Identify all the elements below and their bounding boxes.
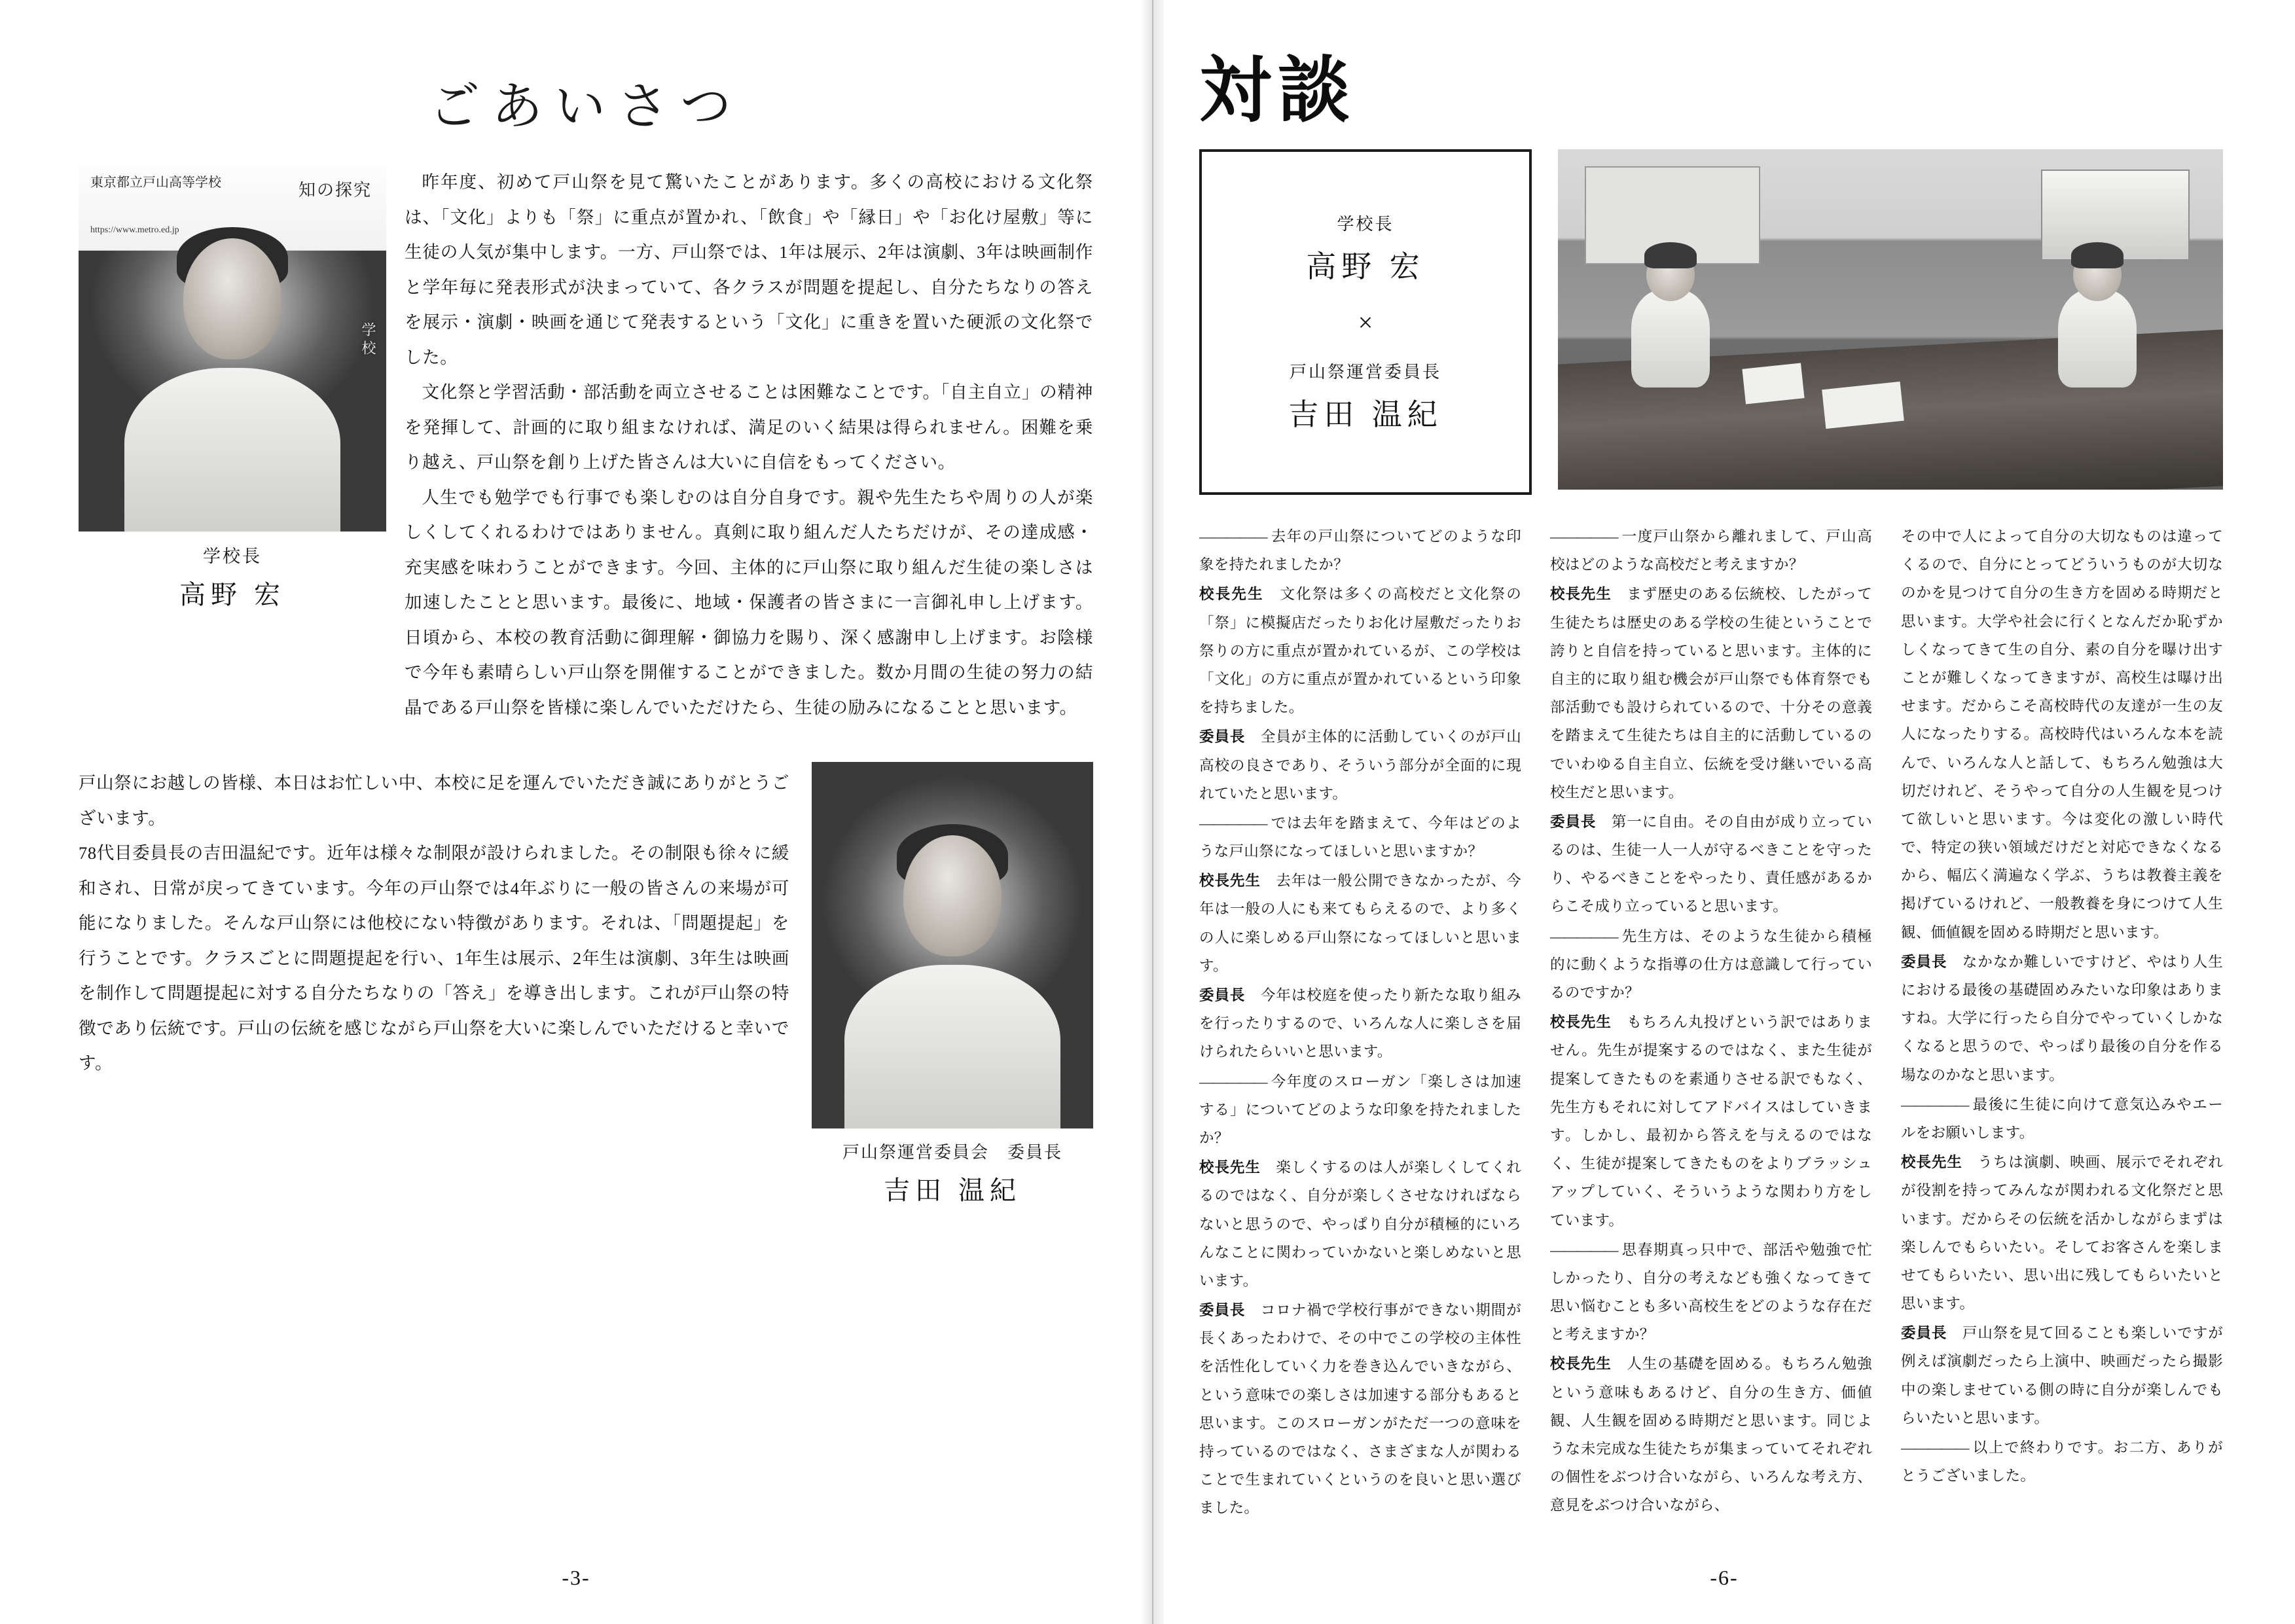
student-photo [812,762,1093,1128]
photo-side-text: 学校 [360,322,376,359]
portrait-body [844,965,1060,1128]
speaker-label: 校長先生 [1550,1356,1612,1373]
qa-block [1550,1236,1872,1349]
principal-paragraph-2: 文化祭と学習活動・部活動を両立させることは困難なことです。「自主自立」の精神を発揮して、計画的に取り組まなければ、満足のいく結果は得られません。困難を乗り越え、戸山祭を創り上げた皆さんは大いに自信をもってください。 [405,382,1093,473]
participants-box [1199,149,1532,495]
answer-text: 文化祭は多くの高校だと文化祭の「祭」に模擬店だったりお化け屋敷だったりお祭りの方に重点が置かれているが、この学校は「文化」の方に重点が置かれているという印象を持ちました。 [1199,586,1521,716]
page-number-right: -6- [1710,1566,1739,1589]
qa-block [1550,922,1872,1007]
interview-columns [1199,522,2223,1524]
qa-block [1550,808,1872,921]
page-title-greeting: ごあいさつ [428,77,743,136]
student-paragraph-2: 78代目委員長の吉田温紀です。近年は様々な制限が設けられました。その制限も徐々に緩和され、日常が戻ってきています。今年の戸山祭では4年ぶりに一般の皆さんの来場が可能になりました。そんな戸山祭には他校にない特徴があります。それは、「問題提起」を行うことです。クラスごとに問題提起を行い、1年生は展示、2年生は演劇、3年生は映画を制作して問題提起に対する自分たちなりの「答え」を導き出します。これが戸山祭の特徴であり伝統です。戸山の伝統を感じながら戸山祭を大いに楽しんでいただけると幸いです。 [79,843,789,1074]
speaker-label: 校長先生 [1199,1159,1261,1176]
principal-paragraph-3: 人生でも勉学でも行事でも楽しむのは自分自身です。親や先生たちや周りの人が楽しくしてくれるわけではありません。真剣に取り組んだ人たちだけが、その達成感・充実感を味わうことができます。今回、主体的に戸山祭に取り組んだ生徒の楽しさは加速したことと思います。最後に、地域・保護者の皆さまに一言御礼申し上げます。日頃から、本校の教育活動に御理解・御協力を賜り、深く感謝申し上げます。お陰様で今年も素晴らしい戸山祭を開催することができました。数か月間の生徒の努力の結晶である戸山祭を皆様に楽しんでいただけたら、生徒の励みになることと思います。 [405,487,1093,717]
answer-text: その中で人によって自分の大切なものは違ってくるので、自分にとってどういうものが大切なのかを見つけて自分の生き方を固める時期だと思います。大学や社会に行くとなんだか恥ずかしくなってきて生の自分、素の自分を曝け出すことが難しくなってきますが、高校生は曝け出せます。だからこそ高校時代の友達が一生の友人になったりする。高校時代はいろんな本を読んで、いろんな人と話して、もちろん勉強は大切だけれど、そうやって自分の人生観を見つけて欲しいと思います。今は変化の激しい時代で、特定の狭い領域だけだと対応できなくなるから、幅広く満遍なく学ぶ、うちは教養主義を掲げているけれど、一般教養を身につけて人生観、価値観を固める時期だと思います。 [1901,528,2223,941]
speaker-label: 委員長 [1199,987,1246,1003]
student-section [79,762,1093,1207]
speaker-label: 校長先生 [1199,873,1261,890]
interview-column-2 [1550,522,1872,1524]
speaker-label: 校長先生 [1199,586,1264,603]
speaker-label: 委員長 [1901,953,1947,970]
dash-marker: ――――― [1199,814,1267,831]
question-text: 今年度のスローガン「楽しさは加速する」についてどのような印象を持たれましたか？ [1199,1073,1521,1146]
answer-text: 人生の基礎を固める。もちろん勉強という意味もあるけど、自分の生き方、価値観、人生観を固める時期だと思います。同じような未完成な生徒たちが集まっていてそれぞれの個性をぶつけ合いながら、いろんな考え方、意見をぶつけ合いながら、 [1550,1356,1872,1514]
qa-block [1199,809,1521,865]
question-text: 一度戸山祭から離れまして、戸山高校はどのような高校だと考えますか？ [1550,528,1872,573]
page-number-left: -3- [562,1566,590,1589]
school-name-label: 東京都立戸山高等学校 [90,175,221,190]
page-title-talk: 対談 [1199,48,1356,132]
principal-paragraph-1: 昨年度、初めて戸山祭を見て驚いたことがあります。多くの高校における文化祭は、「文化」よりも「祭」に重点が置かれ、「飲食」や「縁日」や「お化け屋敷」等に生徒の人気が集中します。一方、戸山祭では、1年は展示、2年は演劇、3年は映画制作と学年毎に発表形式が決まっていて、各クラスが問題を提起し、自分たちなりの答えを展示・演劇・映画を通じて発表するという「文化」に重きを置いた硬派の文化祭でした。 [405,172,1093,367]
qa-block [1199,723,1521,808]
student-photo-column [812,762,1093,1207]
interview-column-1 [1199,522,1521,1524]
qa-block [1199,522,1521,579]
dash-marker: ――――― [1199,528,1267,545]
speaker-label: 委員長 [1550,813,1597,830]
speaker-label: 委員長 [1901,1325,1947,1342]
speaker-label: 委員長 [1199,1302,1246,1319]
dash-marker: ――――― [1550,928,1617,945]
question-text: 先生方は、そのような生徒から積極的に動くような指導の仕方は意識して行っているのですか？ [1550,928,1872,1001]
photo-person-principal [1631,289,1710,388]
qa-block [1550,1008,1872,1235]
answer-text: 全員が主体的に活動していくのが戸山高校の良さであり、そういう部分が全面的に現れていたと思います。 [1199,729,1521,802]
participant-2-name: 吉田 温紀 [1288,397,1443,431]
photo-paper-1 [1743,363,1805,404]
speaker-label: 校長先生 [1550,586,1612,603]
qa-block [1901,522,2223,947]
dash-marker: ――――― [1199,1073,1267,1090]
qa-block [1901,1091,2223,1147]
answer-text: 今年は校庭を使ったり新たな取り組みを行ったりするので、いろんな人に楽しさを届けられたらいいと思います。 [1199,987,1521,1060]
answer-text: なかなか難しいですけど、やはり人生における最後の基礎固めみたいな印象はありますね。大学に行ったら自分でやっていくしかなくなると思うので、やっぱり最後の自分を作る場なのかなと思います。 [1901,953,2223,1083]
qa-block [1199,580,1521,721]
answer-text: 第一に自由。その自由が成り立っているのは、生徒一人一人が守るべきことを守ったり、やるべきことをやったり、責任感があるからこそ成り立っていると思います。 [1550,813,1872,915]
principal-message [405,165,1093,725]
question-text: 以上で終わりです。お二方、ありがとうございました。 [1901,1439,2223,1485]
qa-block [1901,948,2223,1089]
qa-block [1199,1153,1521,1295]
dash-marker: ――――― [1901,1096,1968,1113]
portrait-body [124,368,340,532]
qa-block [1550,522,1872,579]
qa-block [1901,1148,2223,1318]
question-text: 最後に生徒に向けて意気込みやエールをお願いします。 [1901,1096,2223,1141]
qa-block [1199,1296,1521,1523]
portrait-head [903,835,1002,956]
participant-1-name: 高野 宏 [1306,249,1425,283]
qa-block [1550,580,1872,806]
student-message [79,762,789,1081]
answer-text: 去年は一般公開できなかったが、今年は一般の人にも来てもらえるので、より多くの人に楽しめる戸山祭になってほしいと思います。 [1199,873,1521,974]
question-text: では去年を踏まえて、今年はどのような戸山祭になってほしいと思いますか？ [1199,814,1521,860]
question-text: 思春期真っ只中で、部活や勉強で忙しかったり、自分の考えなども強くなってきて思い悩むことも多い高校生をどのような存在だと考えますか？ [1550,1241,1872,1343]
principal-role: 学校長 [203,547,262,566]
speaker-label: 委員長 [1199,729,1246,746]
right-page [1152,0,2295,1624]
portrait-head [183,238,281,359]
student-paragraph-1: 戸山祭にお越しの皆様、本日はお忙しい中、本校に足を運んでいただき誠にありがとうございます。 [79,773,789,828]
interview-photo [1558,149,2223,490]
principal-section [79,165,1093,725]
answer-text: まず歴史のある伝統校、したがって生徒たちは歴史のある学校の生徒ということで誇りと自信を持っていると思います。主体的に自主的に取り組む機会が戸山祭でも体育祭でも部活動でも設けられているので、十分その意義を踏まえて生徒たちは自主的に活動しているのでいわゆる自主自立、伝統を受け継いでいる高校生だと思います。 [1550,586,1872,801]
participant-1-role: 学校長 [1337,214,1394,234]
speaker-label: 校長先生 [1550,1014,1612,1031]
photo-person-student [2058,289,2137,388]
school-url-label: https://www.metro.ed.jp [90,225,179,235]
student-role: 戸山祭運営委員会 委員長 [842,1143,1062,1163]
participant-2-role: 戸山祭運営委員長 [1289,362,1441,382]
qa-block [1199,1068,1521,1153]
interview-column-3 [1901,522,2223,1524]
question-text: 去年の戸山祭についてどのような印象を持たれましたか？ [1199,528,1521,573]
answer-text: もちろん丸投げという訳ではありません。先生が提案するのではなく、また生徒が提案してきたものを素通りさせる訳でもなく、先生方もそれに対してアドバイスはしていきます。しかし、最初から答えを与えるのではなく、生徒が提案してきたものをよりブラッシュアップしていく、そういうような関わり方をしています。 [1550,1014,1872,1229]
answer-text: コロナ禍で学校行事ができない期間が長くあったわけで、その中でこの学校の主体性を活性化していく力を巻き込んでいきながら、という意味での楽しさは加速する部分もあると思います。このスローガンがただ一つの意味を持っているのではなく、さまざまな人が関わることで生まれていくというのを良いと思い選びました。 [1199,1302,1521,1517]
principal-photo-column [79,165,386,611]
qa-block [1199,867,1521,980]
photo-paper-2 [1822,382,1905,429]
answer-text: 楽しくするのは人が楽しくしてくれるのではなく、自分が楽しくさせなければならないと思うので、やっぱり自分が積極的にいろんなことに関わっていかないと楽しめないと思います。 [1199,1159,1521,1289]
dash-marker: ――――― [1550,1241,1617,1258]
cross-symbol: × [1358,307,1373,337]
student-name: 吉田 温紀 [884,1176,1021,1206]
principal-photo [79,165,386,532]
answer-text: 戸山祭を見て回ることも楽しいですが例えば演劇だったら上演中、映画だったら撮影中の楽しませている側の時に自分が楽しんでもらいたいと思います。 [1901,1325,2223,1426]
speaker-label: 校長先生 [1901,1154,1962,1171]
principal-caption [79,542,386,611]
qa-block [1199,981,1521,1066]
qa-block [1901,1434,2223,1490]
school-slogan-label: 知の探究 [298,181,372,200]
dash-marker: ――――― [1550,528,1617,545]
qa-block [1901,1319,2223,1432]
talk-header [1199,149,2223,495]
qa-block [1550,1350,1872,1519]
principal-name: 高野 宏 [179,580,285,609]
answer-text: うちは演劇、映画、展示でそれぞれが役割を持ってみんなが関われる文化祭だと思います。だからその伝統を活かしながらまずは楽しんでもらいたい。そしてお客さんを楽しませてもらいたい、思い出に残してもらいたいと思います。 [1901,1154,2223,1312]
student-caption [812,1139,1093,1207]
dash-marker: ――――― [1901,1439,1968,1456]
